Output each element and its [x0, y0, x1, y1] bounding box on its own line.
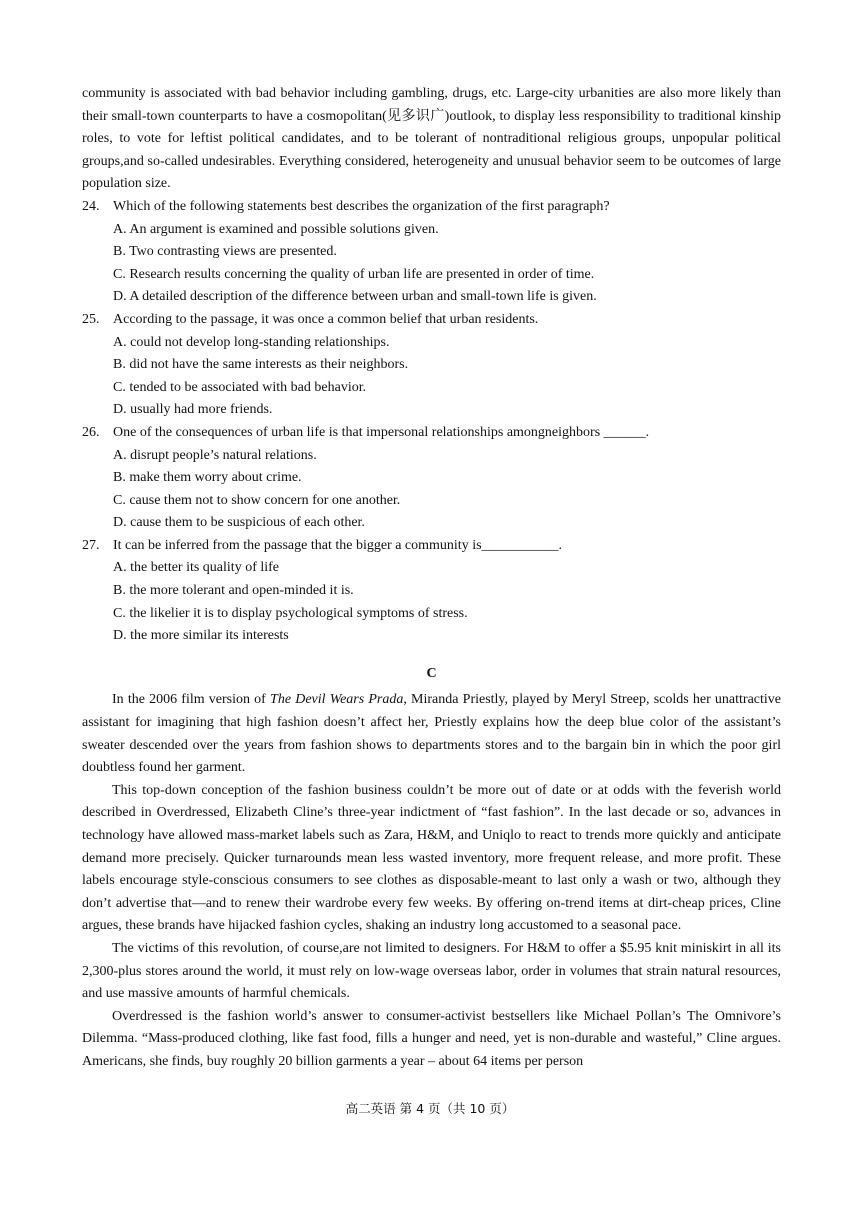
- question-number: 26.: [82, 424, 100, 440]
- passage-c-paragraph-2: This top-down conception of the fashion business couldn’t be more out of date or at odds with the feverish world described in Overdressed, Elizabeth Cline’s three-year indictment of “fast fashion”. In the last decade or so, advances in technology have allowed mass-market labels such as Zara, H&M, and Uniqlo to react to trends more quickly and anticipate demand more precisely. Quicker turnarounds mean less wasted inventory, more frequent release, and more profit. These labels encourage style-conscious consumers to see clothes as disposable-meant to last only a wash or two, although they don’t advertise that—and to renew their wardrobe every few weeks. By offering on-trend items at dirt-cheap prices, Cline argues, these brands have hijacked fashion cycles, shaking an industry long accustomed to a seasonal pace.: [82, 782, 781, 934]
- option-c: C. Research results concerning the quality of urban life are presented in order of time.: [113, 266, 595, 282]
- option-d: D. cause them to be suspicious of each other.: [113, 515, 365, 531]
- option-b: B. did not have the same interests as their neighbors.: [113, 357, 409, 373]
- option-a: A. disrupt people’s natural relations.: [113, 447, 317, 463]
- question-stem: According to the passage, it was once a common belief that urban residents.: [113, 311, 539, 327]
- option-d: D. the more similar its interests: [113, 628, 289, 644]
- option-c: C. the likelier it is to display psychological symptoms of stress.: [113, 605, 468, 621]
- section-heading-c: C: [426, 665, 437, 681]
- question-27: [82, 535, 781, 648]
- page-content: [82, 83, 781, 1074]
- question-24: [82, 196, 781, 309]
- question-stem: Which of the following statements best describes the organization of the first paragraph?: [113, 198, 610, 214]
- question-stem: It can be inferred from the passage that the bigger a community is___________.: [113, 537, 563, 553]
- option-c: C. cause them not to show concern for one another.: [113, 492, 401, 508]
- passage-c-paragraph-3: The victims of this revolution, of course,are not limited to designers. For H&M to offer a $5.95 knit miniskirt in all its 2,300-plus stores around the world, it must rely on low-wage overseas labor, order in volumes that strain natural resources, and use massive amounts of harmful chemicals.: [82, 940, 781, 1002]
- passage-c-paragraph-4: Overdressed is the fashion world’s answer to consumer-activist bestsellers like Michael Pollan’s The Omnivore’s Dilemma. “Mass-produced clothing, like fast food, fills a hunger and need, yet is non-durable and wasteful,” Cline argues. Americans, she finds, buy roughly 20 billion garments a year – about 64 items per person: [82, 1008, 781, 1069]
- question-number: 24.: [82, 198, 100, 214]
- option-c: C. tended to be associated with bad behavior.: [113, 379, 367, 395]
- question-number: 25.: [82, 311, 100, 327]
- question-25: [82, 309, 781, 422]
- question-26: [82, 422, 781, 535]
- option-b: B. make them worry about crime.: [113, 470, 302, 486]
- question-stem: One of the consequences of urban life is that impersonal relationships amongneighbors ______.: [113, 424, 650, 440]
- option-d: D. A detailed description of the difference between urban and small-town life is given.: [113, 289, 597, 305]
- option-a: A. An argument is examined and possible solutions given.: [113, 221, 439, 237]
- option-b: B. the more tolerant and open-minded it is.: [113, 583, 354, 599]
- passage-c-paragraph-1: In the 2006 film version of The Devil Wears Prada, Miranda Priestly, played by Meryl Streep, scolds her unattractive assistant for imagining that high fashion doesn’t affect her, Priestly explains how the deep blue color of the assistant’s sweater descended over the years from fashion shows to departments stores and to the bargain bin in which the poor girl doubtless found her garment.: [82, 692, 782, 776]
- question-number: 27.: [82, 537, 100, 553]
- film-title: The Devil Wears Prada: [270, 692, 404, 708]
- intro-paragraph: community is associated with bad behavior including gambling, drugs, etc. Large-city urbanities are also more likely than their small-town counterparts to have a cosmopolitan(见多识广)outlook, to display less responsibility to traditional kinship roles, to vote for leftist political candidates, and to be tolerant of nontraditional religious groups, unpopular political groups,and so-called undesirables. Everything considered, heterogeneity and unusual behavior seem to be outcomes of large population size.: [82, 86, 781, 192]
- option-a: A. the better its quality of life: [113, 560, 280, 576]
- option-b: B. Two contrasting views are presented.: [113, 244, 337, 260]
- option-d: D. usually had more friends.: [113, 402, 273, 418]
- page-footer: 高二英语 第 4 页（共 10 页）: [345, 1101, 515, 1116]
- option-a: A. could not develop long-standing relationships.: [113, 334, 390, 350]
